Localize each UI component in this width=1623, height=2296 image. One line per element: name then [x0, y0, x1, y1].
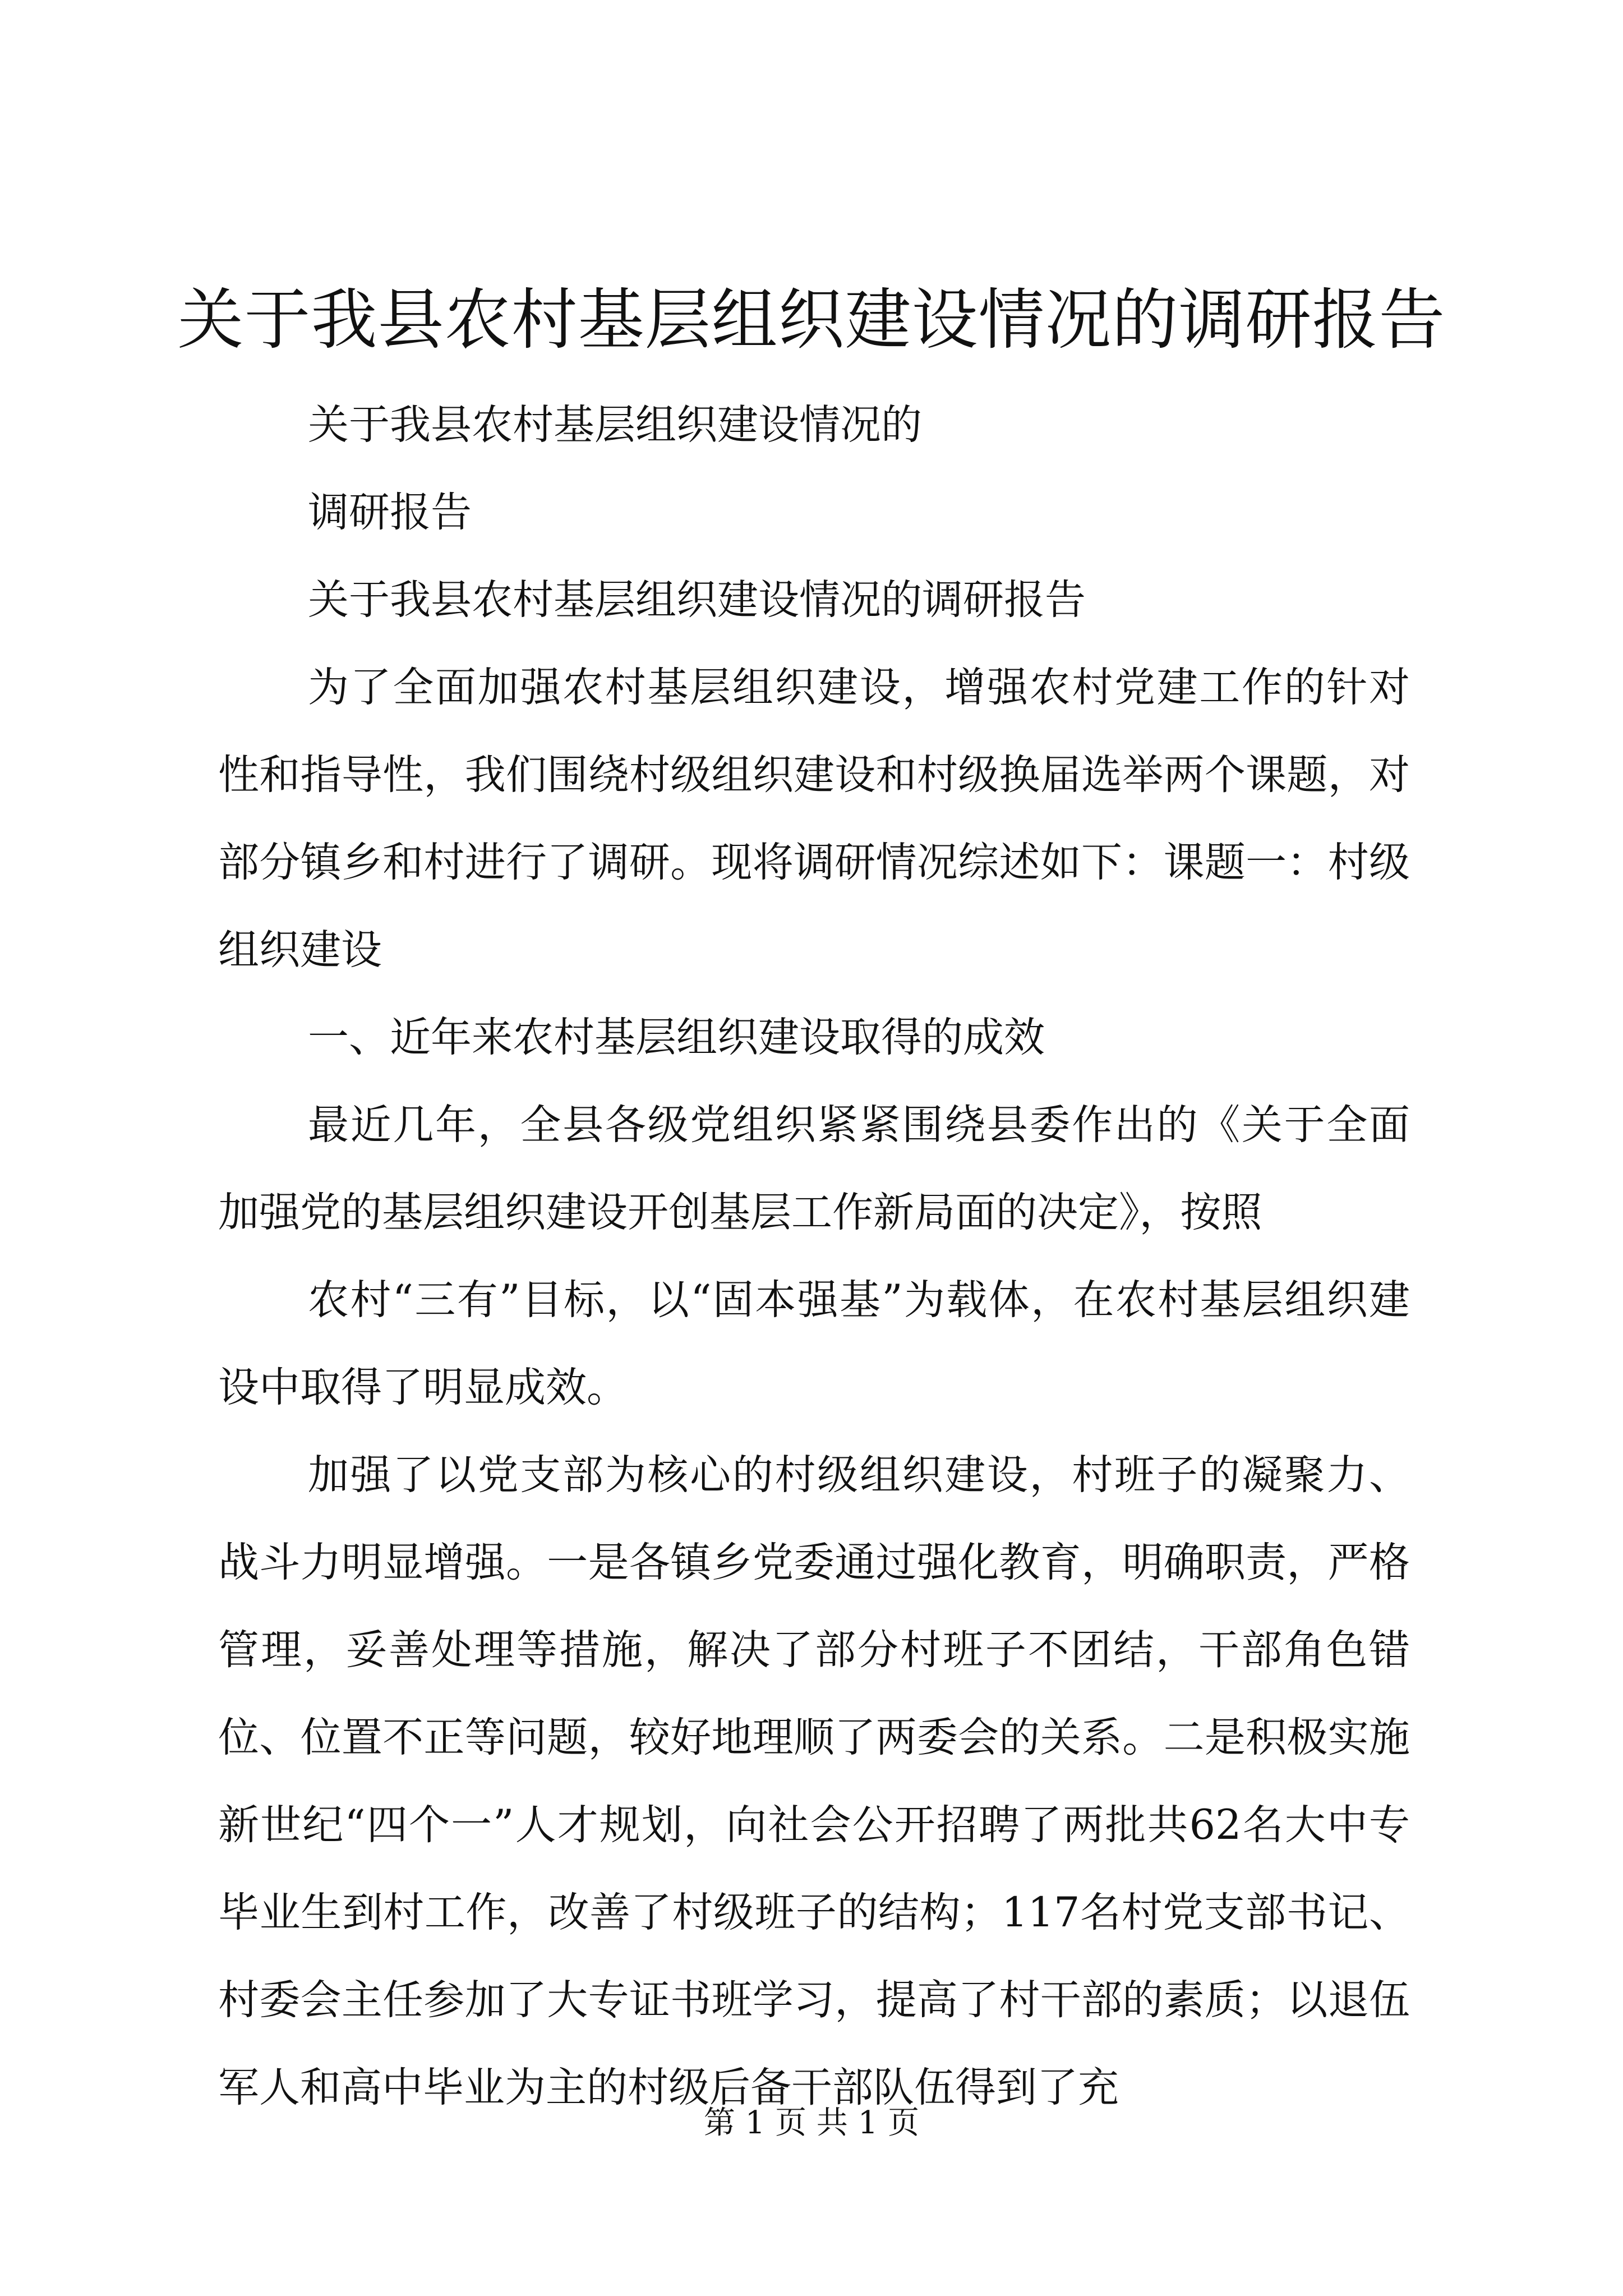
paragraph: 农村“三有”目标，以“固本强基”为载体，在农村基层组织建设中取得了明显成效。 [218, 1276, 1410, 1411]
paragraph: 最近几年，全县各级党组织紧紧围绕县委作出的《关于全面加强党的基层组织建设开创基层工作新局面的决定》，按照 [218, 1101, 1410, 1236]
paragraph: 关于我县农村基层组织建设情况的调研报告 [308, 576, 1086, 624]
document-body [218, 381, 1410, 2132]
paragraph: 加强了以党支部为核心的村级组织建设，村班子的凝聚力、战斗力明显增强。一是各镇乡党委通过强化教育，明确职责，严格管理，妥善处理等措施，解决了部分村班子不团结，干部角色错位、位置不正等问题，较好地理顺了两委会的关系。二是积极实施新世纪“四个一”人才规划，向社会公开招聘了两批共62名大中专毕业生到村工作，改善了村级班子的结构；117名村党支部书记、村委会主任参加了大专证书班学习，提高了村干部的素质；以退伍军人和高中毕业为主的村级后备干部队伍得到了充 [218, 1451, 1410, 2111]
document-title: 关于我县农村基层组织建设情况的调研报告 [177, 281, 1446, 358]
paragraph: 为了全面加强农村基层组织建设，增强农村党建工作的针对性和指导性，我们围绕村级组织建设和村级换届选举两个课题，对部分镇乡和村进行了调研。现将调研情况综述如下：课题一：村级组织建设 [218, 664, 1410, 974]
paragraph: 一、近年来农村基层组织建设取得的成效 [308, 1014, 1045, 1061]
paragraph: 关于我县农村基层组织建设情况的 [308, 401, 922, 449]
paragraph: 调研报告 [308, 489, 472, 536]
page-footer: 第 1 页 共 1 页 [703, 2105, 920, 2141]
